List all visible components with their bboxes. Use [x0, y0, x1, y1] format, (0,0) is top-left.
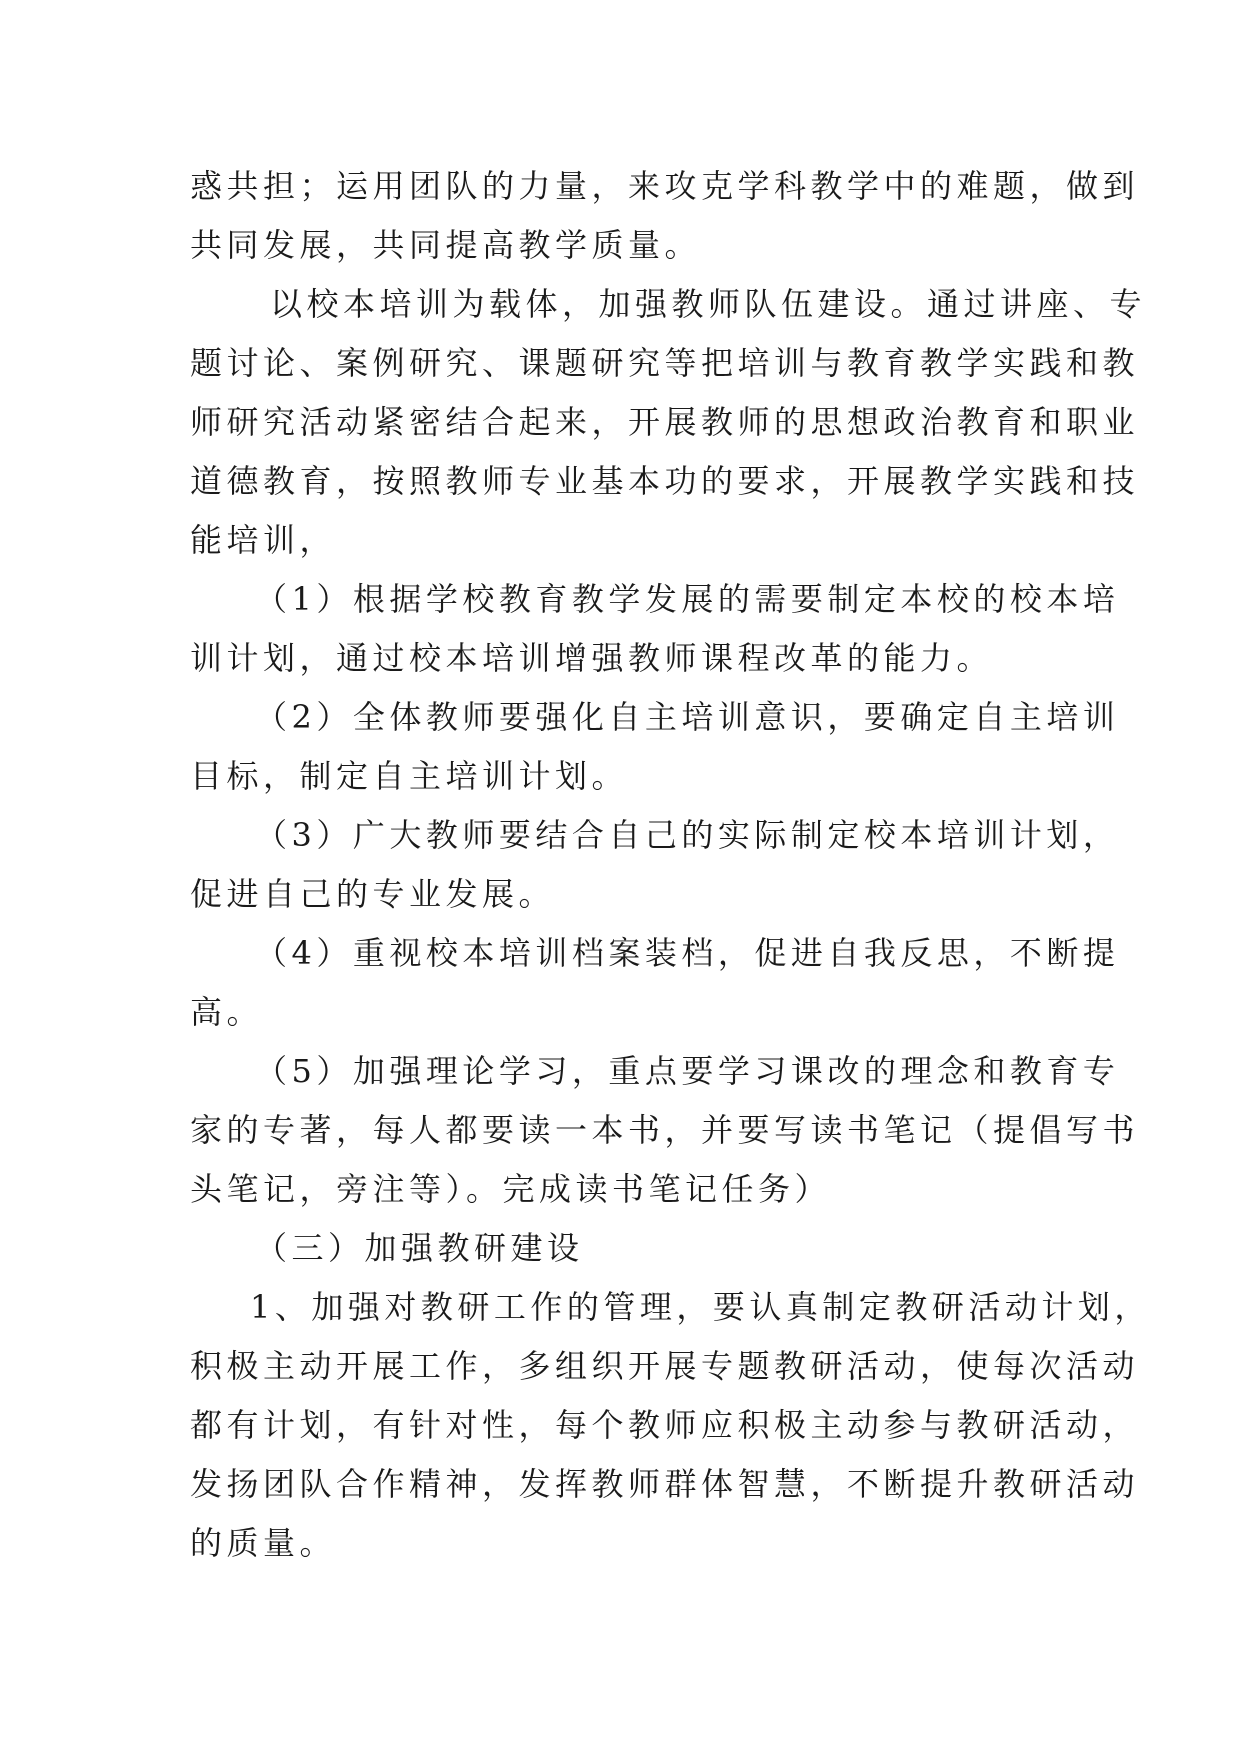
paragraph-line: 惑共担；运用团队的力量，来攻克学科教学中的难题，做到 — [190, 167, 1140, 205]
paragraph-line: 积极主动开展工作，多组织开展专题教研活动，使每次活动 — [190, 1347, 1140, 1385]
paragraph-line: 都有计划，有针对性，每个教师应积极主动参与教研活动， — [190, 1406, 1140, 1444]
paragraph-line: 高。 — [190, 993, 264, 1031]
paragraph-line: 共同发展，共同提高教学质量。 — [190, 226, 702, 264]
paragraph-line: 促进自己的专业发展。 — [190, 875, 556, 913]
paragraph-line: 目标，制定自主培训计划。 — [190, 757, 629, 795]
paragraph-line: （3）广大教师要结合自己的实际制定校本培训计划， — [255, 816, 1120, 854]
paragraph-line: 以校本培训为载体，加强教师队伍建设。通过讲座、专 — [270, 285, 1147, 323]
paragraph-line: 训计划，通过校本培训增强教师课程改革的能力。 — [190, 639, 994, 677]
section-heading: （三）加强教研建设 — [255, 1229, 584, 1267]
paragraph-line: 发扬团队合作精神，发挥教师群体智慧，不断提升教研活动 — [190, 1465, 1140, 1503]
paragraph-line: 师研究活动紧密结合起来，开展教师的思想政治教育和职业 — [190, 403, 1140, 441]
paragraph-line: 头笔记，旁注等）。完成读书笔记任务） — [190, 1170, 832, 1208]
paragraph-line: 能培训， — [190, 521, 337, 559]
paragraph-line: 1、加强对教研工作的管理，要认真制定教研活动计划， — [250, 1288, 1151, 1326]
paragraph-line: 家的专著，每人都要读一本书，并要写读书笔记（提倡写书 — [190, 1111, 1140, 1149]
paragraph-line: （1）根据学校教育教学发展的需要制定本校的校本培 — [255, 580, 1120, 618]
paragraph-line: （4）重视校本培训档案装档，促进自我反思，不断提 — [255, 934, 1120, 972]
paragraph-line: 道德教育，按照教师专业基本功的要求，开展教学实践和技 — [190, 462, 1140, 500]
paragraph-line: 的质量。 — [190, 1524, 337, 1562]
paragraph-line: （2）全体教师要强化自主培训意识，要确定自主培训 — [255, 698, 1120, 736]
paragraph-line: （5）加强理论学习，重点要学习课改的理念和教育专 — [255, 1052, 1120, 1090]
paragraph-line: 题讨论、案例研究、课题研究等把培训与教育教学实践和教 — [190, 344, 1140, 382]
